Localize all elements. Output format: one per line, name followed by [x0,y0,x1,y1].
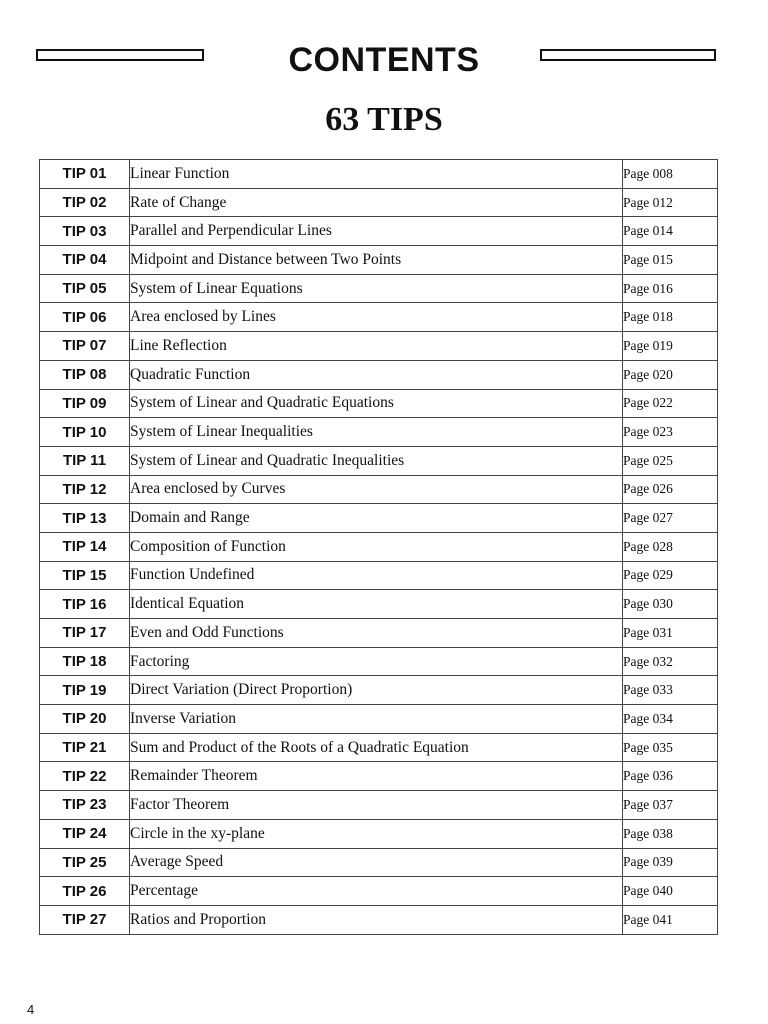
table-row [40,246,718,275]
page-reference: Page 041 [623,905,718,934]
tip-topic: Line Reflection [130,332,623,361]
tip-number: TIP 12 [40,475,130,504]
tip-topic: Inverse Variation [130,705,623,734]
tip-topic: Midpoint and Distance between Two Points [130,246,623,275]
page-reference: Page 022 [623,389,718,418]
tip-topic: Circle in the xy-plane [130,819,623,848]
tip-number: TIP 05 [40,274,130,303]
table-row [40,819,718,848]
tip-number: TIP 27 [40,905,130,934]
tip-number: TIP 19 [40,676,130,705]
contents-title: CONTENTS [288,41,480,79]
tip-number: TIP 10 [40,418,130,447]
page-reference: Page 027 [623,504,718,533]
tip-number: TIP 01 [40,160,130,189]
table-row [40,188,718,217]
page-reference: Page 018 [623,303,718,332]
table-row [40,217,718,246]
tip-number: TIP 18 [40,647,130,676]
tip-topic: Composition of Function [130,532,623,561]
tip-number: TIP 09 [40,389,130,418]
table-row [40,389,718,418]
page-reference: Page 025 [623,446,718,475]
table-row [40,561,718,590]
table-row [40,791,718,820]
table-row [40,418,718,447]
table-row [40,446,718,475]
page-reference: Page 014 [623,217,718,246]
tip-number: TIP 07 [40,332,130,361]
tip-number: TIP 24 [40,819,130,848]
tip-topic: Sum and Product of the Roots of a Quadratic Equation [130,733,623,762]
tip-number: TIP 16 [40,590,130,619]
table-row [40,360,718,389]
tip-topic: System of Linear and Quadratic Equations [130,389,623,418]
page-reference: Page 038 [623,819,718,848]
page-reference: Page 035 [623,733,718,762]
table-row [40,303,718,332]
tip-topic: Linear Function [130,160,623,189]
page-reference: Page 040 [623,877,718,906]
page-reference: Page 030 [623,590,718,619]
page-reference: Page 036 [623,762,718,791]
tip-topic: Domain and Range [130,504,623,533]
tip-number: TIP 15 [40,561,130,590]
tip-topic: Function Undefined [130,561,623,590]
tip-topic: Even and Odd Functions [130,619,623,648]
table-row [40,705,718,734]
table-row [40,532,718,561]
tip-topic: Average Speed [130,848,623,877]
tip-number: TIP 08 [40,360,130,389]
page-reference: Page 037 [623,791,718,820]
page-reference: Page 012 [623,188,718,217]
tip-topic: Remainder Theorem [130,762,623,791]
tip-number: TIP 02 [40,188,130,217]
tip-topic: System of Linear and Quadratic Inequalities [130,446,623,475]
page-reference: Page 008 [623,160,718,189]
tip-topic: Quadratic Function [130,360,623,389]
tip-number: TIP 23 [40,791,130,820]
tip-number: TIP 04 [40,246,130,275]
table-row [40,160,718,189]
tip-topic: Ratios and Proportion [130,905,623,934]
tip-number: TIP 22 [40,762,130,791]
tip-topic: Direct Variation (Direct Proportion) [130,676,623,705]
table-row [40,332,718,361]
tip-number: TIP 25 [40,848,130,877]
table-row [40,905,718,934]
tip-topic: Factoring [130,647,623,676]
page-reference: Page 023 [623,418,718,447]
tip-number: TIP 11 [40,446,130,475]
right-decorative-bar [540,49,716,61]
page-reference: Page 033 [623,676,718,705]
tip-topic: Percentage [130,877,623,906]
page-reference: Page 032 [623,647,718,676]
tip-number: TIP 17 [40,619,130,648]
tip-topic: Rate of Change [130,188,623,217]
page-reference: Page 016 [623,274,718,303]
tip-number: TIP 21 [40,733,130,762]
table-row [40,475,718,504]
page-number: 4 [27,1002,35,1017]
table-row [40,676,718,705]
tip-number: TIP 26 [40,877,130,906]
page-reference: Page 015 [623,246,718,275]
page-reference: Page 019 [623,332,718,361]
tip-topic: System of Linear Equations [130,274,623,303]
tip-topic: Identical Equation [130,590,623,619]
tip-number: TIP 20 [40,705,130,734]
page-reference: Page 034 [623,705,718,734]
toc-body [40,160,718,935]
table-row [40,733,718,762]
table-row [40,877,718,906]
tip-number: TIP 03 [40,217,130,246]
table-row [40,274,718,303]
tip-topic: Area enclosed by Lines [130,303,623,332]
page-reference: Page 039 [623,848,718,877]
table-row [40,590,718,619]
table-row [40,504,718,533]
tips-subtitle: 63 TIPS [325,101,443,138]
page-reference: Page 029 [623,561,718,590]
page-reference: Page 028 [623,532,718,561]
tip-number: TIP 06 [40,303,130,332]
table-row [40,762,718,791]
tip-number: TIP 13 [40,504,130,533]
toc-table [39,159,718,935]
table-row [40,647,718,676]
page-header [0,40,768,84]
tip-topic: Parallel and Perpendicular Lines [130,217,623,246]
page-reference: Page 020 [623,360,718,389]
tip-topic: Area enclosed by Curves [130,475,623,504]
tip-number: TIP 14 [40,532,130,561]
tip-topic: System of Linear Inequalities [130,418,623,447]
table-row [40,619,718,648]
page-reference: Page 031 [623,619,718,648]
page-reference: Page 026 [623,475,718,504]
table-row [40,848,718,877]
tip-topic: Factor Theorem [130,791,623,820]
